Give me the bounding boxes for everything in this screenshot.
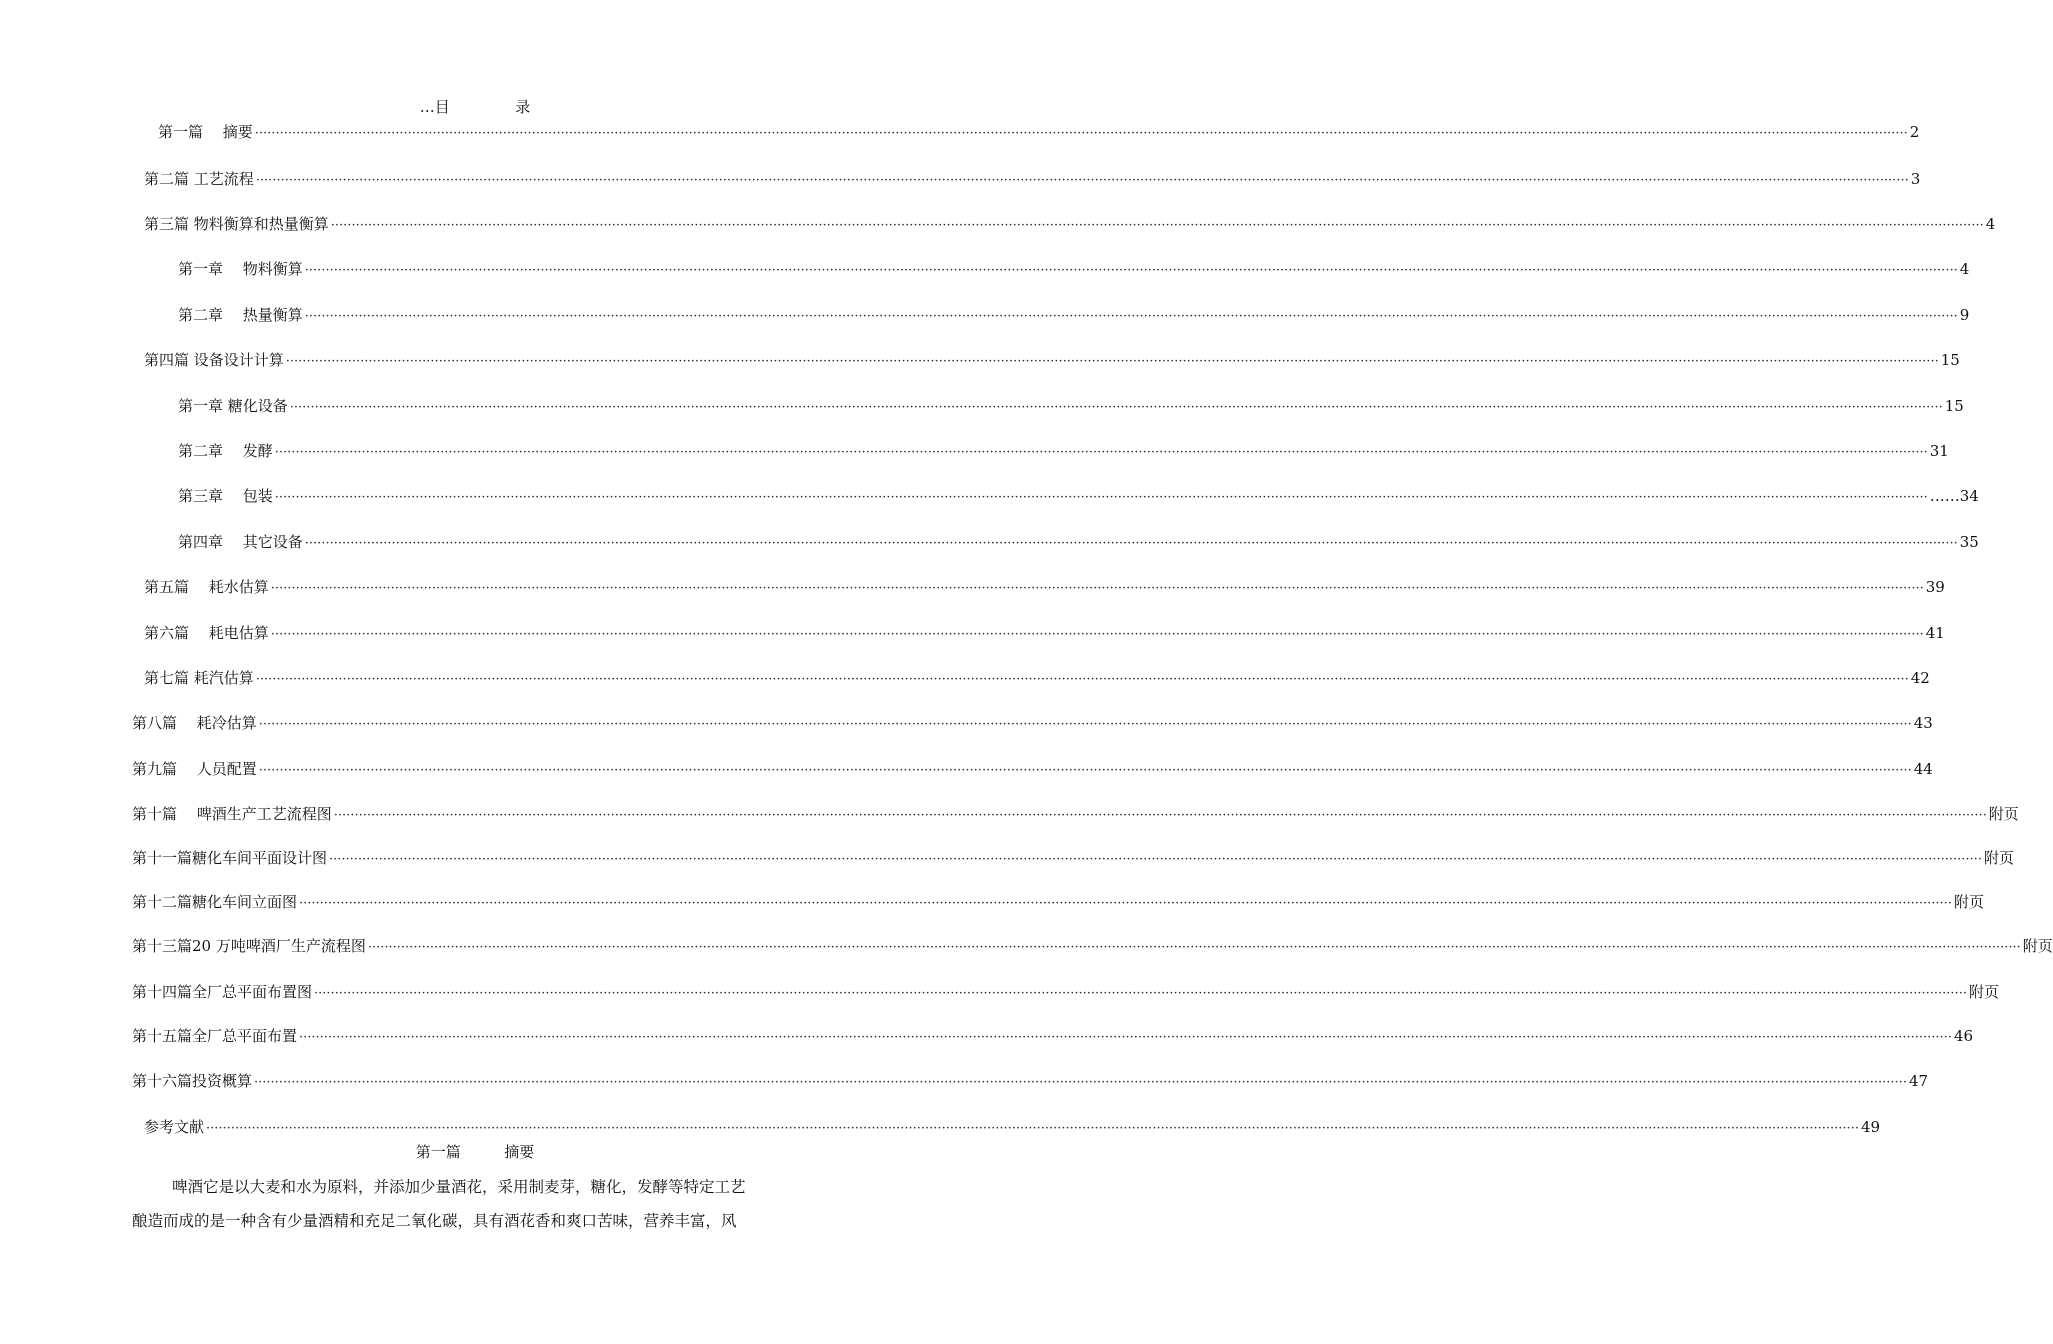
toc-entry[interactable]: 第十三篇20 万吨啤酒厂生产流程图 ················································································································································································································································································································································································································ 附页 bbox=[132, 937, 2053, 955]
dot-leader: ················································································································································································································································································································································································································ bbox=[299, 896, 1952, 911]
toc-entry[interactable]: 第八篇 耗冷估算 ················································································································································································································································································································································································································ 43 bbox=[132, 714, 1933, 732]
toc-entry[interactable]: 第一章 物料衡算 ················································································································································································································································································································································································································ 4 bbox=[178, 260, 1970, 278]
toc-entry[interactable]: 第十篇 啤酒生产工艺流程图 ················································································································································································································································································································································································································ 附页 bbox=[132, 805, 2019, 823]
dot-leader: ················································································································································································································································································································································································································ bbox=[274, 445, 1928, 460]
toc-entry[interactable]: 第四章 其它设备 ················································································································································································································································································································································································································ 35 bbox=[178, 533, 1979, 551]
dot-leader: ················································································································································································································································································································································································································ bbox=[270, 581, 1924, 596]
toc-entry[interactable]: 第二章 发酵 ················································································································································································································································································································································································································ 31 bbox=[178, 442, 1949, 460]
toc-title-right: 录 bbox=[515, 98, 531, 116]
toc-entry[interactable]: 第十五篇全厂总平面布置 ················································································································································································································································································································································································································ 46 bbox=[132, 1027, 1974, 1045]
dot-leader: ················································································································································································································································································································································································································ bbox=[333, 808, 1987, 823]
dot-leader: ················································································································································································································································································································································································································ bbox=[255, 672, 1909, 687]
dot-leader: ················································································································································································································································································································································································································ bbox=[258, 717, 1912, 732]
paragraph-line: 酿造而成的是一种含有少量酒精和充足二氧化碳，具有酒花香和爽口苦味，营养丰富，风 bbox=[132, 1212, 737, 1230]
toc-entry[interactable]: 参考文献 ················································································································································································································································································································································································································ 49 bbox=[144, 1118, 1881, 1136]
dot-leader: ················································································································································································································································································································································································································ bbox=[285, 354, 1939, 369]
dot-leader: ················································································································································································································································································································································································································ bbox=[367, 940, 2021, 955]
dot-leader: ················································································································································································································································································································································································································ bbox=[329, 852, 1982, 867]
dot-leader: ················································································································································································································································································································································································································ bbox=[314, 986, 1967, 1001]
toc-entry[interactable]: 第四篇 设备设计计算 ················································································································································································································································································································································································································ 15 bbox=[144, 351, 1960, 369]
dot-leader: ················································································································································································································································································································································································································ bbox=[258, 763, 1912, 778]
dot-leader: ················································································································································································································································································································································································································ bbox=[254, 1075, 1907, 1090]
dot-leader: ················································································································································································································································································································································································································ bbox=[206, 1121, 1859, 1136]
section-heading bbox=[0, 1141, 950, 1162]
toc-entry[interactable]: 第一章 糖化设备 ················································································································································································································································································································································································································ 15 bbox=[178, 397, 1964, 415]
toc-entry[interactable]: 第十四篇全厂总平面布置图 ················································································································································································································································································································································································································ 附页 bbox=[132, 983, 1999, 1001]
dot-leader: ················································································································································································································································································································································································································ bbox=[270, 627, 1924, 642]
section-heading-title: 摘要 bbox=[504, 1143, 535, 1161]
dot-leader: ················································································································································································································································································································································································································ bbox=[330, 218, 1984, 233]
dot-leader: ················································································································································································································································································································································································································ bbox=[304, 263, 1958, 278]
toc-title-left: …目 bbox=[419, 98, 450, 116]
dot-leader: ················································································································································································································································································································································································································ bbox=[304, 309, 1958, 324]
toc-entry[interactable]: 第六篇 耗电估算 ················································································································································································································································································································································································································ 41 bbox=[144, 624, 1945, 642]
toc-entry[interactable]: 第二篇 工艺流程 ················································································································································································································································································································································································································ 3 bbox=[144, 170, 1921, 188]
toc-entry[interactable]: 第三章 包装 ················································································································································································································································································································································································································ ……34 bbox=[178, 487, 1979, 505]
dot-leader: ················································································································································································································································································································································································································ bbox=[299, 1030, 1952, 1045]
toc-entry[interactable]: 第五篇 耗水估算 ················································································································································································································································································································································································································ 39 bbox=[144, 578, 1945, 596]
section-heading-number: 第一篇 bbox=[415, 1143, 461, 1161]
toc-entry[interactable]: 第三篇 物料衡算和热量衡算 ················································································································································································································································································································································································································ 4 bbox=[144, 215, 1996, 233]
toc-entry[interactable]: 第七篇 耗汽估算 ················································································································································································································································································································································································································ 42 bbox=[144, 669, 1930, 687]
toc-entry[interactable]: 第二章 热量衡算 ················································································································································································································································································································································································································ 9 bbox=[178, 306, 1970, 324]
abstract-paragraph bbox=[132, 1170, 808, 1238]
toc-entry[interactable]: 第十二篇糖化车间立面图 ················································································································································································································································································································································································································ 附页 bbox=[132, 893, 1984, 911]
dot-leader: ················································································································································································································································································································································································································ bbox=[274, 490, 1928, 505]
toc-entry[interactable]: 第十一篇糖化车间平面设计图 ················································································································································································································································································································································································································ 附页 bbox=[132, 849, 2014, 867]
toc-entry[interactable]: 第十六篇投资概算 ················································································································································································································································································································································································································ 47 bbox=[132, 1072, 1929, 1090]
paragraph-line: 啤酒它是以大麦和水为原料，并添加少量酒花，采用制麦芽，糖化，发酵等特定工艺 bbox=[172, 1178, 746, 1196]
dot-leader: ················································································································································································································································································································································································································ bbox=[255, 173, 1909, 188]
dot-leader: ················································································································································································································································································································································································································ bbox=[289, 400, 1943, 415]
toc-title bbox=[0, 96, 950, 117]
toc-entry[interactable]: 第一篇 摘要 ················································································································································································································································································································································································································ 2 bbox=[158, 123, 1920, 141]
dot-leader: ················································································································································································································································································································································································································ bbox=[304, 536, 1958, 551]
dot-leader: ················································································································································································································································································································································································································ bbox=[254, 126, 1908, 141]
toc-entry[interactable]: 第九篇 人员配置 ················································································································································································································································································································································································································ 44 bbox=[132, 760, 1933, 778]
